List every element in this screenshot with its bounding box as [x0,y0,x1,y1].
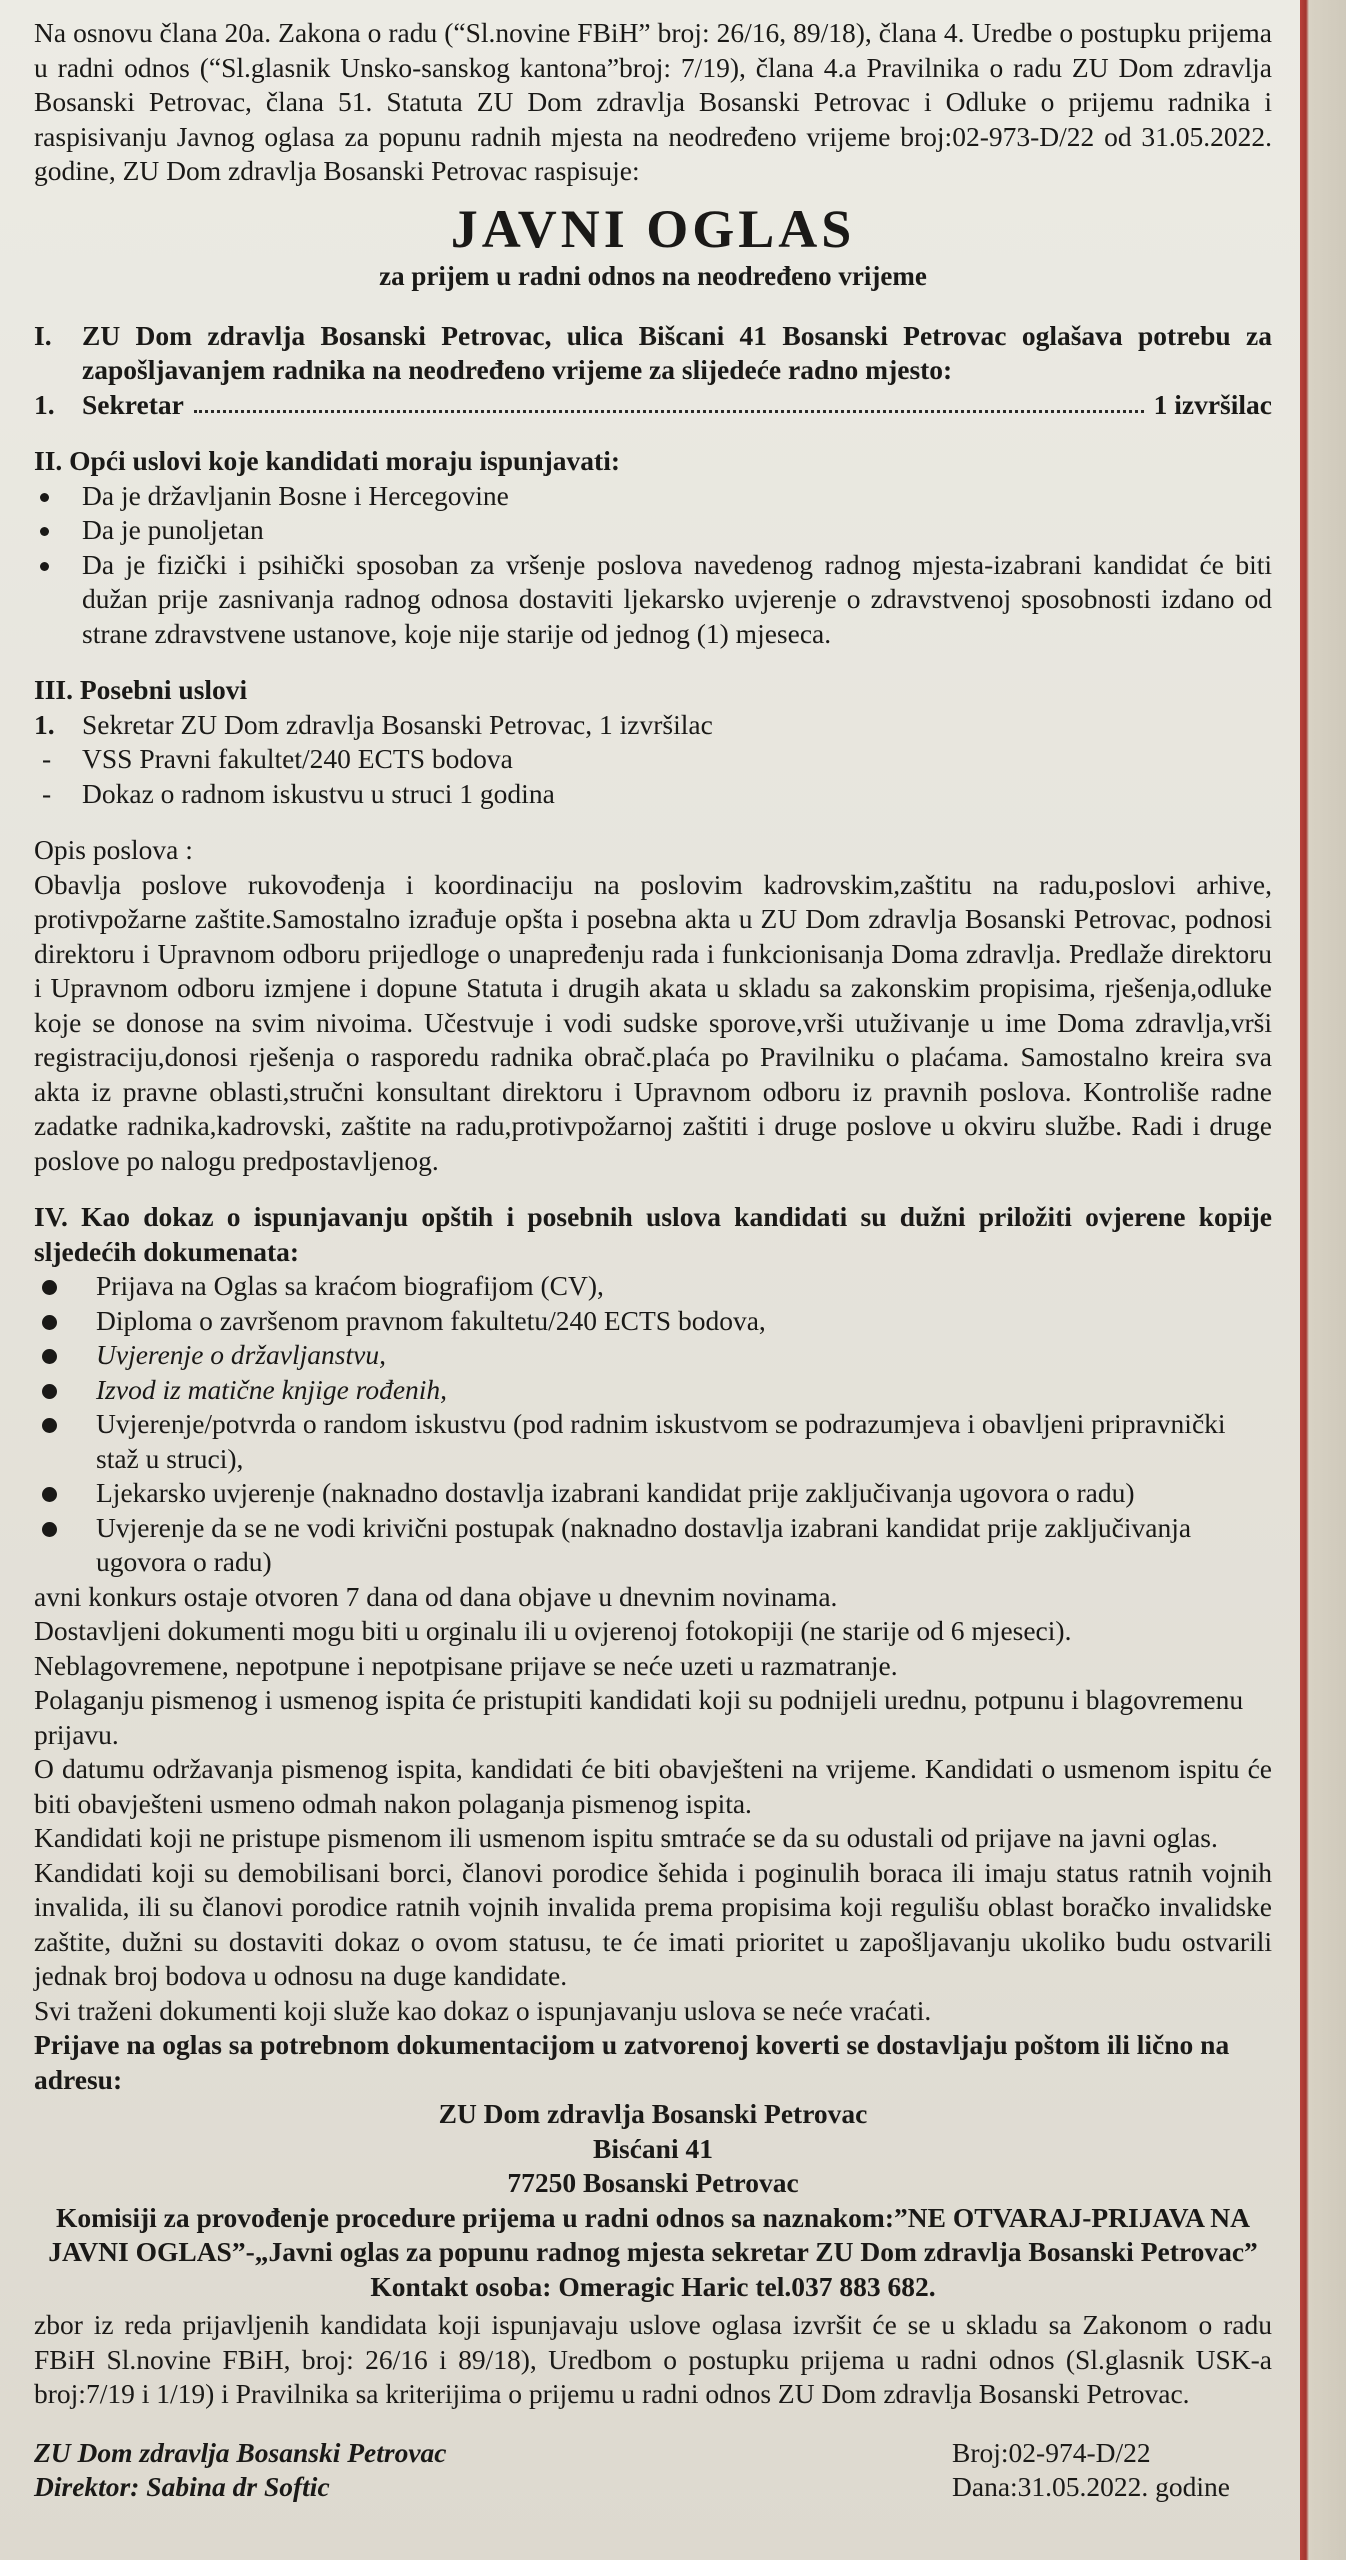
dotted-leader [194,410,1144,413]
list-item: Uvjerenje o državljanstvu, [96,1339,386,1370]
section-2 [34,444,1272,651]
list-item: Dokaz o radnom iskustvu u struci 1 godina [82,777,555,809]
list-item: Diploma o završenom pravnom fakultetu/240 ECTS bodova, [96,1304,766,1336]
note-paragraph: Kandidati koji su demobilisani borci, članovi porodice šehida i poginulih boraca ili imaju status ratnih vojnih invalida, ili su članovi porodice ratnih vojnih invalida prema propisima koji regulišu oblast boračko invalidske zaštite, dužni su dostaviti dokaz o ovom statusu, te će imati prioritet u zapošljavanju ukoliko budu ostvarili jednak broj bodova u odnosu na duge kandidate. [34,1856,1272,1991]
footer-date: Dana:31.05.2022. godine [952,2471,1231,2502]
footer-director: Direktor: Sabina dr Softic [34,2471,330,2502]
note-paragraph: Kandidati koji ne pristupe pismenom ili usmenom ispitu smtraće se da su odustali od prijave na javni oglas. [34,1822,1218,1853]
list-item: Da je punoljetan [82,514,264,545]
section-4 [34,1200,1272,1580]
contact-person: Kontakt osoba: Omeragic Haric tel.037 883 682. [370,2270,936,2302]
red-border-strip [1300,0,1346,2560]
section-1-number: I. [34,319,52,351]
section-3-item-number: 1. [34,708,55,740]
list-item: Izvod iz matične knjige rođenih, [96,1373,448,1405]
list-item: Da je državljanin Bosne i Hercegovine [82,479,509,511]
list-item: Da je fizički i psihički sposoban za vršenje poslova navedenog radnog mjesta-izabrani kandidat će biti dužan prije zasnivanja radnog odnosa dostaviti ljekarsko uvjerenje o zdravstvenoj sposobnosti izdano od strane zdravstvene ustanove, koje nije starije od jednog (1) mjeseca. [82,548,1272,649]
footer-document-number: Broj:02-974-D/22 [952,2436,1151,2468]
note-paragraph: avni konkurs ostaje otvoren 7 dana od dana objave u dnevnim novinama. [34,1580,838,1612]
note-paragraph: Neblagovremene, nepotpune i nepotpisane prijave se neće uzeti u razmatranje. [34,1649,898,1681]
address-line: 77250 Bosanski Petrovac [507,2167,799,2198]
job-description [34,833,1272,1178]
job-description-label: Opis poslova : [34,834,193,865]
section-3-item-text: Sekretar ZU Dom zdravlja Bosanski Petrovac, 1 izvršilac [82,708,713,740]
selection-paragraph: zbor iz reda prijavljenih kandidata koji ispunjavaju uslove oglasa izvršit će se u skladu sa Zakonom o radu FBiH Sl.novine FBiH, broj: 26/16 i 89/18), Uredbom o postupku prijema u radni odnos (Sl.glasnik USK-a broj:7/19 i 1/19) i Pravilnika sa kriterijima o prijemu u radni odnos ZU Dom zdravlja Bosanski Petrovac. [34,2309,1272,2409]
note-paragraph: Svi traženi dokumenti koji služe kao dokaz o ispunjavanju uslova se neće vraćati. [34,1994,932,2026]
submission-block [34,2028,1272,2304]
page-subtitle: za prijem u radni odnos na neodređeno vrijeme [379,260,927,291]
section-4-heading: IV. Kao dokaz o ispunjavanju opštih i posebnih uslova kandidati su dužni priložiti ovjerene kopije sljedećih dokumenata: [34,1201,1272,1267]
document-footer [34,2436,1272,2505]
list-item: Ljekarsko uvjerenje (naknadno dostavlja izabrani kandidat prije zaključivanja ugovora o radu) [96,1477,1135,1508]
list-item: VSS Pravni fakultet/240 ECTS bodova [82,743,513,774]
submission-lead: Prijave na oglas sa potrebnom dokumentacijom u zatvorenoj koverti se dostavljaju poštom ili lično na adresu: [34,2029,1230,2095]
address-line: ZU Dom zdravlja Bosanski Petrovac [438,2098,868,2129]
section-1-item-count: 1 izvršilac [1153,388,1272,420]
section-3 [34,673,1272,811]
list-item: Uvjerenje da se ne vodi krivični postupak (naknadno dostavlja izabrani kandidat prije zaključivanja ugovora o radu) [96,1511,1192,1577]
note-paragraph: Polaganju pismenog i usmenog ispita će pristupiti kandidati koji su podnijeli urednu, potpunu i blagovremenu prijavu. [34,1684,1244,1750]
section-3-heading: III. Posebni uslovi [34,674,248,705]
section-1 [34,319,1272,423]
section-2-heading: II. Opći uslovi koje kandidati moraju ispunjavati: [34,445,621,476]
list-item: Prijava na Oglas sa kraćom biografijom (CV), [96,1270,604,1301]
page-title: JAVNI OGLAS [450,198,856,259]
section-1-item-label: Sekretar [82,388,184,420]
section-1-text: ZU Dom zdravlja Bosanski Petrovac, ulica Bišcani 41 Bosanski Petrovac oglašava potrebu za zapošljavanjem radnika na neodređeno vrijeme za slijedeće radno mjesto: [82,319,1272,385]
note-paragraph: O datumu održavanja pismenog ispita, kandidati će biti obavješteni na vrijeme. Kandidati o usmenom ispitu će biti obavješteni usmeno odmah nakon polaganja pismenog ispita. [34,1753,1272,1819]
section-1-item-number: 1. [34,388,55,420]
job-description-text: Obavlja poslove rukovođenja i koordinaciju na poslovim kadrovskim,zaštitu na radu,poslovi arhive, protivpožarne zaštite.Samostalno izrađuje opšta i posebna akta u ZU Dom zdravlja Bosanski Petrovac, podnosi direktoru i Upravnom odboru prijedloge o unapređenju rada i funkcionisanja Doma zdravlja. Predlaže direktoru i Upravnom odboru izmjene i dopune Statuta i drugih akata u skladu sa zakonskim propisima, rješenja,odluke koje se donose na svim nivoima. Učestvuje i vodi sudske sporove,vrši utuživanje u ime Doma zdravlja,vrši registraciju,donosi rješenja o rasporedu radnika obrač.plaća po Pravilniku o plaćama. Samostalno kreira sva akta iz pravne oblasti,stručni konsultant direktoru i Upravnom odboru iz pravnih poslova. Kontroliše radne zadatke radnika,kadrovski, zaštite na radu,protivpožarnoj zaštiti i druge poslove u okviru službe. Radi i druge poslove po nalogu predpostavljenog. [34,868,1272,1176]
footer-organization: ZU Dom zdravlja Bosanski Petrovac [34,2436,447,2468]
address-line: Bisćani 41 [593,2132,713,2164]
note-paragraph: Dostavljeni dokumenti mogu biti u orginalu ili u ovjerenoj fotokopiji (ne starije od 6 mjeseci). [34,1615,1072,1646]
commission-note: Komisiji za provođenje procedure prijema u radni odnos sa naznakom:”NE OTVARAJ-PRIJAVA NA JAVNI OGLAS”-„Javni oglas za popunu radnog mjesta sekretar ZU Dom zdravlja Bosanski Petrovac” [48,2201,1258,2267]
general-notes [34,1580,1272,2029]
list-item: Uvjerenje/potvrda o random iskustvu (pod radnim iskustvom se podrazumjeva i obavljeni pripravnički staž u struci), [96,1408,1226,1474]
intro-paragraph: Na osnovu člana 20a. Zakona o radu (“Sl.novine FBiH” broj: 26/16, 89/18), člana 4. Uredbe o postupku prijema u radni odnos (“Sl.glasnik Unsko-sanskog kantona”broj: 7/19), člana 4.a Pravilnika o radu ZU Dom zdravlja Bosanski Petrovac, člana 51. Statuta ZU Dom zdravlja Bosanski Petrovac i Odluke o prijemu radnika i raspisivanju Javnog oglasa za popunu radnih mjesta na neodređeno vrijeme broj:02-973-D/22 od 31.05.2022. godine, ZU Dom zdravlja Bosanski Petrovac raspisuje: [34,17,1272,186]
